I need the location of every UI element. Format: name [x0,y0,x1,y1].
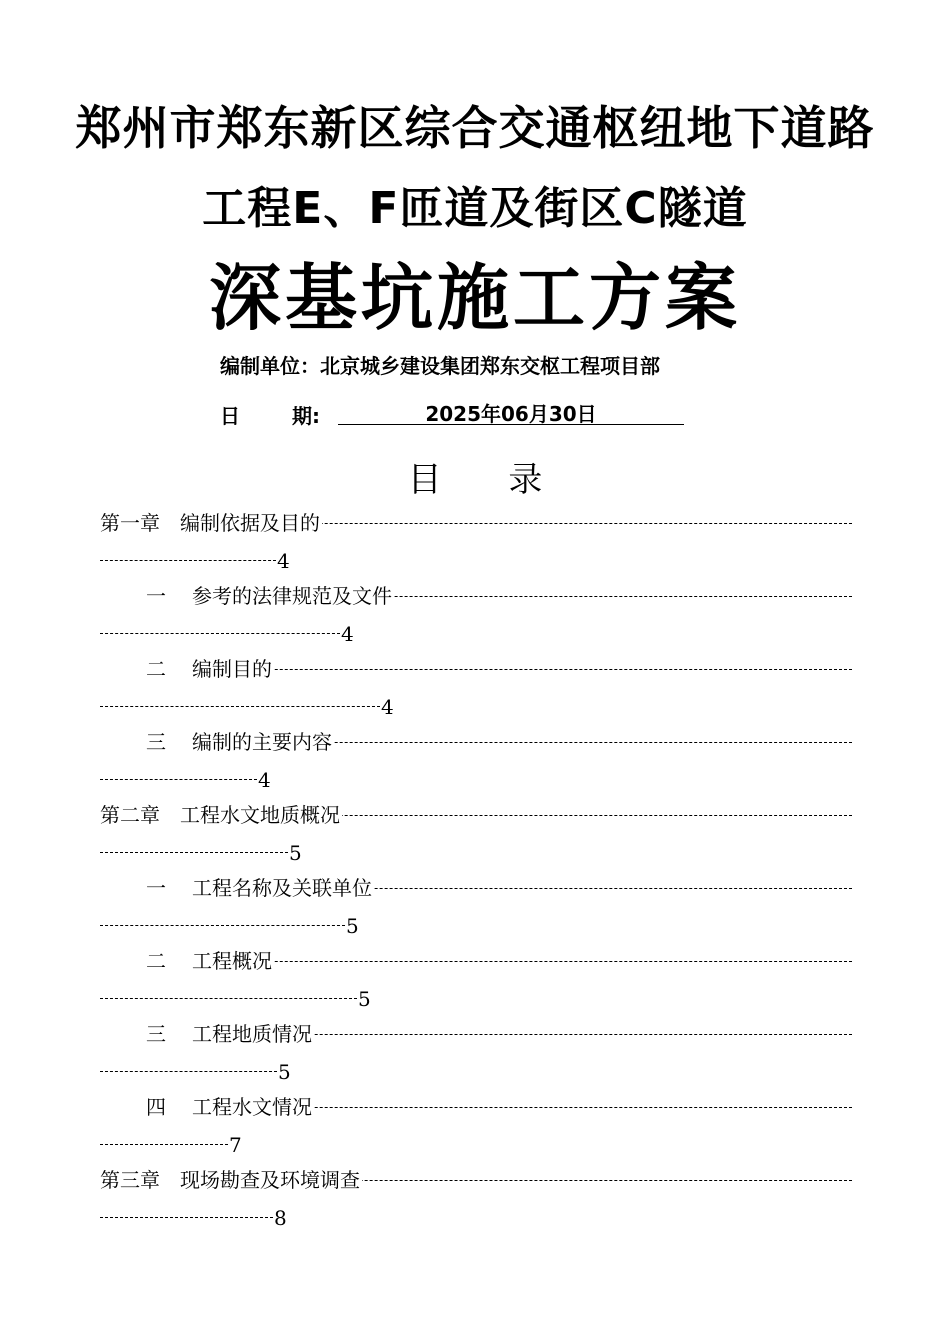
compiling-unit: 编制单位：北京城乡建设集团郑东交枢工程项目部 [220,354,660,378]
toc-entry-title: 现场勘查及环境调查 [180,1168,360,1192]
toc-entry[interactable] [100,1016,852,1052]
toc-entry-title: 参考的法律规范及文件 [192,584,392,608]
toc-entry-continuation [100,614,354,650]
toc-entry-heading [100,870,374,906]
toc-entry-heading [100,1089,314,1125]
toc-entry-number: 一 [146,584,166,608]
toc-entry-number: 三 [146,1022,166,1046]
toc-entry-number: 第三章 [100,1168,160,1192]
toc-entry-number: 二 [146,949,166,973]
toc-entry[interactable] [100,724,852,760]
document-title-line-1: 郑州市郑东新区综合交通枢纽地下道路 [75,101,875,155]
toc-leader-dashes [100,779,257,780]
toc-page-number: 4 [341,621,354,646]
toc-entry-continuation [100,1052,291,1088]
toc-entry[interactable] [100,1162,852,1198]
toc-entry[interactable] [100,1089,852,1125]
toc-entry-number: 第二章 [100,803,160,827]
toc-leader-dashes [100,1144,228,1145]
toc-leader-dashes [100,1071,277,1072]
toc-entry[interactable] [100,651,852,687]
toc-entry-continuation [100,1198,287,1234]
toc-entry-heading [100,1016,314,1052]
toc-entry-title: 工程概况 [192,949,272,973]
toc-entry-title: 工程水文地质概况 [180,803,340,827]
toc-leader-dashes [100,925,345,926]
date-label-part-1: 日 [220,404,240,428]
toc-entry-title: 编制目的 [192,657,272,681]
toc-entry[interactable] [100,797,852,833]
toc-page-number: 5 [358,986,371,1011]
toc-entry-heading [100,578,394,614]
toc-entry-number: 一 [146,876,166,900]
toc-leader-dashes [100,998,357,999]
toc-page-number: 5 [289,840,302,865]
toc-entry-continuation [100,760,271,796]
toc-entry-title: 工程水文情况 [192,1095,312,1119]
toc-entry-heading [100,505,322,541]
toc-leader-dashes [100,706,380,707]
toc-leader-dashes [100,852,288,853]
toc-entry-continuation [100,906,359,942]
date-label-part-2: 期: [292,404,320,428]
toc-page-number: 7 [229,1132,242,1157]
toc-heading: 目 录 [407,460,571,500]
toc-entry-heading [100,1162,362,1198]
toc-entry-heading [100,724,334,760]
toc-entry-heading [100,651,274,687]
toc-entry-continuation [100,541,290,577]
toc-entry-title: 工程名称及关联单位 [192,876,372,900]
toc-entry-title: 工程地质情况 [192,1022,312,1046]
toc-leader-dashes [100,1217,273,1218]
toc-entry-continuation [100,1125,242,1161]
toc-entry[interactable] [100,505,852,541]
toc-entry-heading [100,797,342,833]
toc-page-number: 4 [258,767,271,792]
toc-entry-number: 四 [146,1095,166,1119]
date-value: 2025年06月30日 [338,398,684,425]
toc-page-number: 8 [274,1205,287,1230]
toc-entry[interactable] [100,578,852,614]
toc-page-number: 4 [381,694,394,719]
toc-leader-dashes [100,633,340,634]
toc-entry-continuation [100,687,394,723]
toc-entry-number: 第一章 [100,511,160,535]
document-title-line-2: 工程E、F匝道及街区C隧道 [202,183,748,234]
toc-entry-title: 编制的主要内容 [192,730,332,754]
toc-entry-continuation [100,833,302,869]
toc-entry-number: 二 [146,657,166,681]
toc-page-number: 5 [278,1059,291,1084]
toc-entry-number: 三 [146,730,166,754]
toc-entry[interactable] [100,870,852,906]
toc-page-number: 5 [346,913,359,938]
toc-entry-heading [100,943,274,979]
toc-leader-dashes [100,560,276,561]
toc-page-number: 4 [277,548,290,573]
toc-entry[interactable] [100,943,852,979]
document-main-title: 深基坑施工方案 [208,256,741,340]
toc-entry-continuation [100,979,371,1015]
toc-entry-title: 编制依据及目的 [180,511,320,535]
